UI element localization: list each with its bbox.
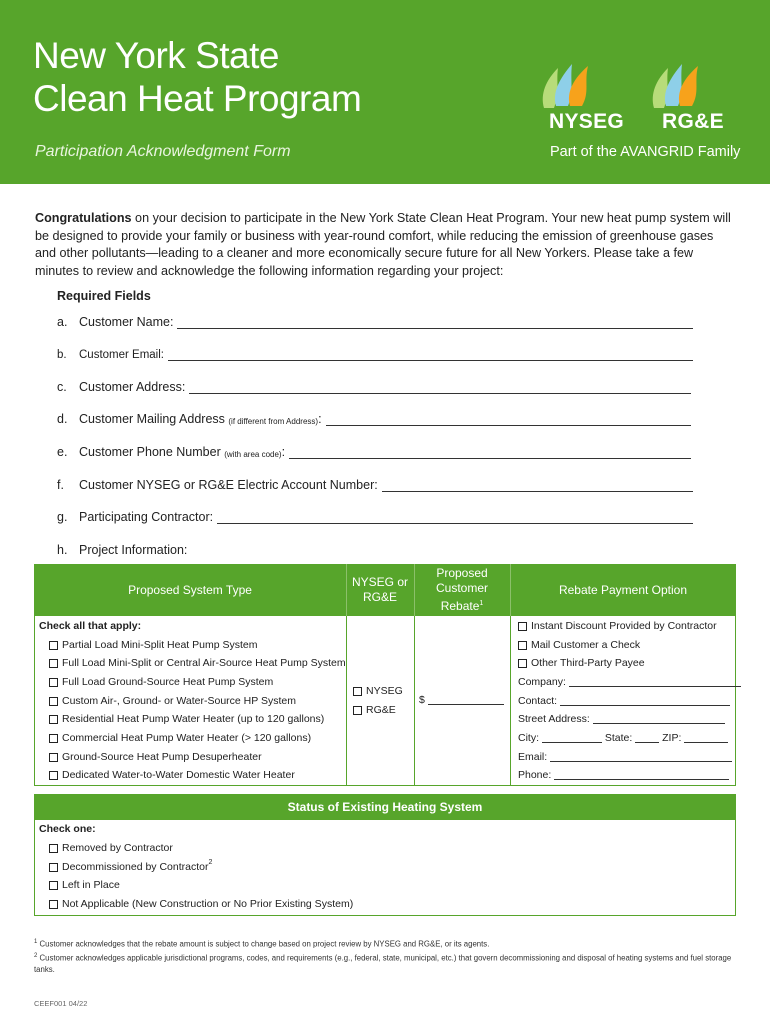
footnote-text: Customer acknowledges applicable jurisdictional programs, codes, and requirements (e.g., federal, state, municipal, etc.) that govern decommissioning and disposal of heating systems and fuel storage tanks.	[34, 953, 732, 974]
system-option-label: Full Load Mini-Split or Central Air-Source Heat Pump System	[62, 657, 346, 669]
footnote-number: 2	[34, 953, 38, 959]
brand-nyseg: NYSEG	[549, 110, 625, 133]
customer-name-input[interactable]	[177, 315, 693, 329]
field-letter: e.	[57, 445, 68, 459]
rge-flame-logo-icon	[648, 60, 708, 110]
payee-company-input[interactable]	[569, 677, 741, 687]
payee-phone-input[interactable]	[554, 770, 729, 780]
customer-name-field[interactable]	[57, 311, 693, 329]
system-option[interactable]	[49, 693, 296, 709]
currency-symbol: $	[419, 694, 425, 706]
payee-contact-input[interactable]	[560, 696, 730, 706]
payee-label: Contact:	[518, 695, 558, 707]
title-line-1: New York State	[33, 35, 279, 76]
participating-contractor-field[interactable]	[57, 506, 693, 524]
rebate-amount-field[interactable]	[419, 692, 504, 708]
header-banner	[0, 0, 770, 184]
project-information-label	[57, 539, 357, 557]
customer-address-input[interactable]	[189, 380, 691, 394]
customer-mailing-address-field[interactable]	[57, 408, 691, 426]
system-option-label: Custom Air-, Ground- or Water-Source HP System	[62, 695, 296, 707]
status-option[interactable]	[49, 877, 120, 893]
intro-text: on your decision to participate in the New York State Clean Heat Program. Your new heat pump system will be designed to provide your family or business with year-round comfort, while reducing the emission of greenhouse gases and other pollutants—leading to a cleaner and more economically secure future for all New Yorkers. Please take a few minutes to review and acknowledge the following information regarding your project:	[35, 211, 731, 278]
field-label: Project Information:	[79, 543, 188, 557]
field-letter: h.	[57, 543, 68, 557]
status-option-label: Decommissioned by Contractor	[62, 861, 209, 873]
form-code: CEEF001 04/22	[34, 999, 88, 1008]
table-border	[735, 616, 736, 786]
participating-contractor-input[interactable]	[217, 510, 693, 524]
intro-lead: Congratulations	[35, 211, 132, 225]
checkbox[interactable]	[49, 715, 58, 724]
table-border	[510, 616, 511, 786]
table-border	[34, 616, 35, 786]
field-note: (if different from Address)	[228, 417, 319, 426]
payee-city-input[interactable]	[542, 733, 602, 743]
status-option[interactable]	[49, 896, 353, 912]
system-option-label: Dedicated Water-to-Water Domestic Water Heater	[62, 769, 295, 781]
payee-label: Company:	[518, 676, 566, 688]
header-divider	[510, 564, 511, 616]
table-border	[346, 616, 347, 786]
customer-phone-field[interactable]	[57, 441, 691, 459]
payee-zip-input[interactable]	[684, 733, 728, 743]
payee-city-state-zip-field[interactable]	[518, 730, 728, 746]
checkbox[interactable]	[49, 844, 58, 853]
payment-option[interactable]	[518, 637, 640, 653]
intro-paragraph	[35, 210, 737, 280]
checkbox[interactable]	[49, 678, 58, 687]
status-border	[34, 820, 35, 916]
checkbox[interactable]	[49, 697, 58, 706]
system-option-label: Ground-Source Heat Pump Desuperheater	[62, 751, 262, 763]
payee-contact-field[interactable]	[518, 693, 730, 709]
system-option[interactable]	[49, 711, 324, 727]
status-option[interactable]	[49, 840, 173, 856]
header-rebate-line2: Customer	[435, 581, 488, 595]
checkbox[interactable]	[353, 706, 362, 715]
field-label: Customer Email:	[79, 349, 164, 361]
table-border	[414, 616, 415, 786]
required-fields-heading: Required Fields	[57, 289, 151, 303]
checkbox[interactable]	[49, 881, 58, 890]
utility-option-nyseg[interactable]	[353, 683, 403, 699]
check-one-label: Check one:	[39, 823, 96, 835]
status-option[interactable]	[49, 859, 212, 875]
footnote-1	[34, 937, 734, 950]
checkbox[interactable]	[518, 659, 527, 668]
header-utility	[346, 564, 414, 616]
checkbox[interactable]	[518, 622, 527, 631]
field-letter: a.	[57, 315, 68, 329]
header-rebate-word: Rebate	[440, 599, 480, 613]
payee-label: State:	[604, 732, 633, 744]
status-option-label: Left in Place	[62, 879, 120, 891]
rebate-amount-input[interactable]	[428, 695, 504, 705]
payment-option[interactable]	[518, 618, 717, 634]
system-option[interactable]	[49, 674, 273, 690]
system-option[interactable]	[49, 730, 311, 746]
field-letter: g.	[57, 510, 68, 524]
footnote-ref-1: 1	[479, 600, 484, 607]
field-letter: d.	[57, 412, 68, 426]
utility-option-label: NYSEG	[366, 685, 403, 697]
system-option-label: Commercial Heat Pump Water Heater (> 120 gallons)	[62, 732, 312, 744]
field-label: Customer Phone Number	[79, 445, 221, 459]
payee-email-input[interactable]	[550, 752, 732, 762]
footnote-ref-2: 2	[208, 859, 213, 866]
status-border	[735, 820, 736, 916]
field-letter: c.	[57, 380, 67, 394]
header-utility-line2: RG&E	[362, 590, 397, 604]
payment-option-label: Mail Customer a Check	[531, 639, 641, 651]
payee-phone-field[interactable]	[518, 767, 729, 783]
account-number-input[interactable]	[382, 478, 693, 492]
customer-phone-input[interactable]	[289, 445, 691, 459]
brand-family-tagline: Part of the AVANGRID Family	[550, 144, 741, 160]
header-rebate-line1: Proposed	[436, 566, 488, 580]
payee-street-field[interactable]	[518, 711, 725, 727]
system-option[interactable]	[49, 637, 258, 653]
checkbox[interactable]	[49, 734, 58, 743]
customer-email-field[interactable]	[57, 343, 693, 361]
system-option[interactable]	[49, 655, 346, 671]
customer-address-field[interactable]	[57, 376, 691, 394]
status-section-header: Status of Existing Heating System	[34, 794, 736, 820]
footnote-2	[34, 951, 734, 975]
payee-label: ZIP:	[662, 732, 682, 744]
check-all-label: Check all that apply:	[39, 620, 142, 632]
system-option-label: Residential Heat Pump Water Heater (up to 120 gallons)	[62, 713, 325, 725]
field-letter: b.	[57, 349, 67, 361]
field-label: Customer NYSEG or RG&E Electric Account Number:	[79, 478, 378, 492]
payee-state-input[interactable]	[635, 733, 659, 743]
payee-street-input[interactable]	[593, 714, 725, 724]
system-option-label: Partial Load Mini-Split Heat Pump System	[62, 639, 258, 651]
form-subtitle: Participation Acknowledgment Form	[35, 143, 291, 160]
field-label: Customer Address:	[79, 380, 186, 394]
header-rebate	[414, 564, 510, 616]
checkbox[interactable]	[49, 659, 58, 668]
title-line-2: Clean Heat Program	[33, 78, 362, 119]
nyseg-flame-logo-icon	[538, 60, 598, 110]
customer-email-input[interactable]	[168, 347, 693, 361]
header-utility-line1: NYSEG or	[351, 575, 408, 589]
header-payment-option: Rebate Payment Option	[558, 582, 688, 597]
field-label: Participating Contractor:	[79, 510, 214, 524]
payment-option[interactable]	[518, 655, 645, 671]
system-option[interactable]	[49, 767, 295, 783]
page-title	[33, 34, 361, 120]
payee-company-field[interactable]	[518, 674, 741, 690]
payee-label: Email:	[518, 751, 548, 763]
payment-option-label: Other Third-Party Payee	[531, 657, 645, 669]
field-letter: f.	[57, 478, 64, 492]
status-border	[34, 915, 736, 916]
header-rebate-line3	[441, 596, 484, 614]
footnote-text: Customer acknowledges that the rebate amount is subject to change based on project review by NYSEG and RG&E, or its agents.	[37, 939, 490, 949]
field-note: (with area code)	[224, 450, 282, 459]
system-option[interactable]	[49, 749, 262, 765]
status-option-label: Removed by Contractor	[62, 842, 173, 854]
field-label: Customer Mailing Address	[79, 412, 225, 426]
utility-option-label: RG&E	[366, 704, 396, 716]
checkbox[interactable]	[518, 641, 527, 650]
checkbox[interactable]	[49, 753, 58, 762]
customer-mailing-address-input[interactable]	[326, 412, 691, 426]
payee-label: Street Address:	[518, 713, 590, 725]
payee-label: Phone:	[518, 769, 552, 781]
field-colon: :	[318, 412, 322, 426]
header-system-type: Proposed System Type	[128, 582, 252, 597]
checkbox[interactable]	[49, 641, 58, 650]
account-number-field[interactable]	[57, 474, 693, 492]
checkbox[interactable]	[49, 771, 58, 780]
header-divider	[414, 564, 415, 616]
field-label: Customer Name:	[79, 315, 174, 329]
footnote-number: 1	[34, 939, 38, 945]
project-table-header	[34, 564, 736, 616]
checkbox[interactable]	[49, 900, 58, 909]
header-divider	[346, 564, 347, 616]
payee-label: City:	[518, 732, 539, 744]
table-border	[34, 785, 736, 786]
utility-option-rge[interactable]	[353, 702, 396, 718]
system-option-label: Full Load Ground-Source Heat Pump System	[62, 676, 274, 688]
field-colon: :	[281, 445, 286, 459]
checkbox[interactable]	[353, 687, 362, 696]
status-option-label: Not Applicable (New Construction or No Prior Existing System)	[62, 898, 354, 910]
checkbox[interactable]	[49, 863, 58, 872]
payment-option-label: Instant Discount Provided by Contractor	[531, 620, 717, 632]
payee-email-field[interactable]	[518, 749, 732, 765]
brand-rge: RG&E	[662, 110, 724, 133]
